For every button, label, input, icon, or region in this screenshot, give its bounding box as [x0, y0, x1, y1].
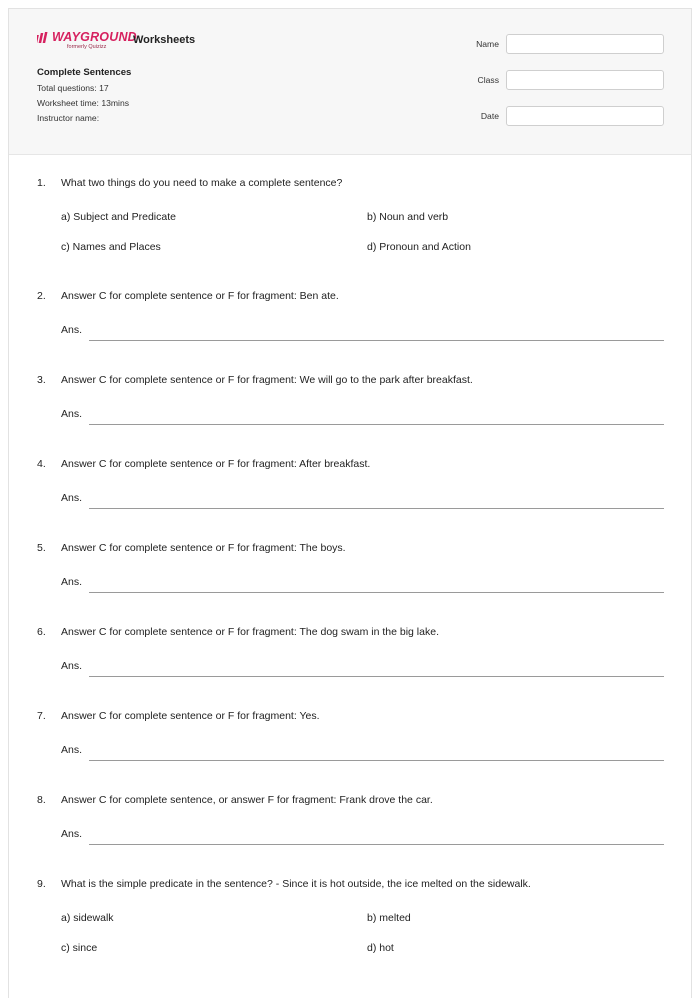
answer-label: Ans.: [61, 492, 83, 504]
question-number: 5.: [37, 542, 46, 554]
worksheet-header: [9, 9, 691, 155]
question-text: Answer C for complete sentence or F for fragment: We will go to the park after breakfast.: [61, 374, 473, 386]
answer-label: Ans.: [61, 744, 83, 756]
option-b: b) Noun and verb: [367, 211, 449, 223]
date-input[interactable]: [506, 106, 664, 126]
question-number: 8.: [37, 794, 46, 806]
question-text: Answer C for complete sentence or F for fragment: Ben ate.: [61, 290, 339, 302]
question-number: 7.: [37, 710, 46, 722]
answer-line[interactable]: [89, 844, 664, 845]
class-input[interactable]: [506, 70, 664, 90]
question-text: Answer C for complete sentence or F for fragment: The dog swam in the big lake.: [61, 626, 439, 638]
class-label: Class: [477, 75, 499, 85]
brand: [37, 31, 195, 50]
worksheet-meta: [37, 67, 131, 128]
total-questions: Total questions: 17: [37, 83, 109, 93]
wayground-logo: [37, 30, 137, 50]
option-d: d) hot: [367, 942, 394, 954]
question-text: Answer C for complete sentence, or answer F for fragment: Frank drove the car.: [61, 794, 433, 806]
option-c: c) since: [61, 942, 98, 954]
option-b: b) melted: [367, 912, 411, 924]
logo-text: WAYGROUND: [52, 30, 137, 44]
answer-label: Ans.: [61, 408, 83, 420]
date-field: [469, 106, 664, 126]
worksheet-title: Complete Sentences: [37, 67, 132, 78]
answer-label: Ans.: [61, 576, 83, 588]
question-number: 4.: [37, 458, 46, 470]
option-d: d) Pronoun and Action: [367, 241, 471, 253]
question-number: 1.: [37, 177, 46, 189]
worksheet-time: Worksheet time: 13mins: [37, 98, 130, 108]
question-text: Answer C for complete sentence or F for fragment: The boys.: [61, 542, 346, 554]
answer-label: Ans.: [61, 828, 83, 840]
worksheet-page: [8, 8, 692, 998]
answer-line[interactable]: [89, 508, 664, 509]
answer-line[interactable]: [89, 676, 664, 677]
question-number: 3.: [37, 374, 46, 386]
question-text: Answer C for complete sentence or F for fragment: Yes.: [61, 710, 320, 722]
answer-label: Ans.: [61, 660, 83, 672]
answer-line[interactable]: [89, 592, 664, 593]
option-a: a) Subject and Predicate: [61, 211, 176, 223]
question-number: 9.: [37, 878, 46, 890]
answer-line[interactable]: [89, 340, 664, 341]
question-number: 6.: [37, 626, 46, 638]
class-field: [469, 70, 664, 90]
question-text: What two things do you need to make a complete sentence?: [61, 177, 343, 189]
name-label: Name: [476, 39, 499, 49]
option-c: c) Names and Places: [61, 241, 161, 253]
answer-line[interactable]: [89, 760, 664, 761]
question-text: Answer C for complete sentence or F for fragment: After breakfast.: [61, 458, 371, 470]
name-field: [469, 34, 664, 54]
instructor-name: Instructor name:: [37, 113, 100, 123]
answer-label: Ans.: [61, 324, 83, 336]
brand-title: Worksheets: [133, 34, 196, 46]
question-text: What is the simple predicate in the sentence? - Since it is hot outside, the ice melted on the sidewalk.: [61, 878, 531, 890]
option-a: a) sidewalk: [61, 912, 114, 924]
name-input[interactable]: [506, 34, 664, 54]
question-number: 2.: [37, 290, 46, 302]
answer-line[interactable]: [89, 424, 664, 425]
logo-subtext: formerly Quizizz: [67, 44, 107, 50]
logo-mark-icon: [37, 32, 50, 43]
date-label: Date: [480, 111, 499, 121]
